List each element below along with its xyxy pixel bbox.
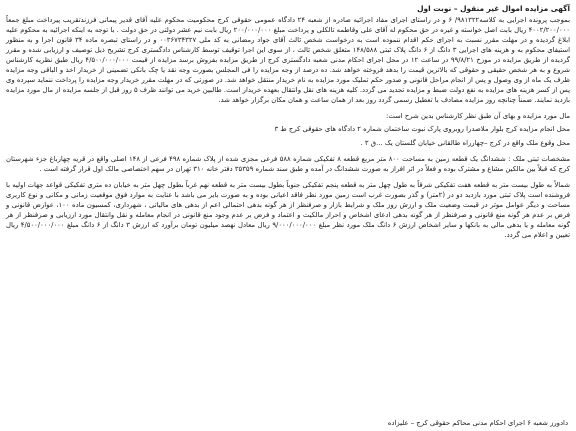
notice-title: آگهی مزایده اموال غیر منقول – نوبت اول bbox=[417, 4, 570, 13]
notice-intro-paragraph: بموجب پرونده اجرایی به کلاسه۹۸۱۳۲۲/ ۶ و در راستای اجرای مفاد اجرائیه صادره از شعبه ۲۴ دادگاه عمومی حقوقی کرج محکومیت محکوم علیه آقای قدیر پیمانی فرزندتقریب پیرداخت مبلغ جمعاً ۴۰۰۲/۲۰۰/۰۰۰ ریال بابت اصل خواسته و غیره در حق محکوم له آقای علی وقاطمه تالکلی و پرداخت مبلغ ۲۰۰/۰۰۰/۰۰۰ ریال بابت نیم عشر دولتی در حق دولت . با توجه به اینکه اجرائیه به محکوم علیه ابلاغ گردیده و در مهلت مقرر نسبت به اجرای حکم اقدام ننموده است به درخواست شخص ثالث آقای جواد رمضانی به کد ملی ۰۰۳۶۷۳۴۳۲۷ و در راستای تبصره ماده ۳۴ قانون اجرا و به منظور استیفای محکوم به و هزینه های اجرایی ۳ دانگ از ۶ دانگ پلاک ثبتی ۱۴۸/۵۸۸ متعلق شخص ثالث ، از سوی این اجرا توقیف توسط کارشناس دادگستری کرج تشریح ذیل توصیف و ارزیابی شده و مقرر گردیده از طریق مزایده در موزخ ۹۹/۸/۲۱ در ساعت ۱۲ در محل اجرای احکام مدنی شعبه دادگستری کرج از طریق مزایده بفروش برسد مزایده از قیمت ۴/۵۰۰/۰۰۰/۰۰۰ ریال طبق نظریه کارشناس شروع و به هر شخص حقیقی و حقوقی که بالاترین قیمت را بدهد فروخته خواهد شد. ده درصد از وجه مزایده را فی المجلس بصورت وجه نقد یا چک بانکی تضمینی از خریدار اخذ و الباقی وجه مزایده ظرف یک ماه از وی وصول و پس از انجام مراحل قانونی و صدور حکم تملیک مورد مزایده به نام خریدار منتقل خواهد شد. در صورتی که در مهلت مقرر خریدار وجه مزایده را پرداخت ننماید سپرده وی پس از کسر هزینه های مزایده به نفع دولت ضبط و مزایده تجدید می گردد. کلیه هزینه های نقل وانتقال بعهده خریدار است. طالبین خرید می توانند ظرف ۵ روز قبل از جلسه مزایده از مال مورد مزایده بازدید نمایند. ضمناً چنانچه روز مزایده مصادف با تعطیل رسمی گردد روز بعد از همان ساعت و همان مکان برگزار خواهد شد. bbox=[6, 16, 571, 105]
auction-location: محل انجام مزایده کرج بلوار ملاصدرا روبروی پارک نبوت ساختمان شماره ۲ دادگاه های حقوقی کرج ط ۳ bbox=[274, 125, 570, 134]
signature-footer: دادورز شعبه ۶ اجرای احکام مدنی محاکم حقوقی کرج – علیزاده bbox=[387, 419, 568, 427]
property-location: محل وقوع ملک واقع در کرج –چهارراه طالقانی خیابان گلستان یک ...ق ۳ . bbox=[360, 138, 570, 147]
property-section-heading: مال مورد مزایده و بهای آن طبق نظر کارشناس بدین شرح است: bbox=[386, 112, 570, 121]
property-description-paragraph: شمالاً به طول بیست متر به قطعه هفت تفکیکی شرقاً به طول چهل متر به قطعه پنجم تفکیکی جنوباً بطول بیست متر به قطعه نهم غرباً بطول چهل متر به خیابان ده متری تفکیکی قواعد جهات اولیه با فروشنده است پلاک ثبتی مورد بازدید دو در (۲متر) و گذر بصورت غرب است زمین مورد نظر فاقد اعیانی بوده و به صورت بایر می باشد با عنایت به موارد فوق موقعیت زمانی و مکانی و نوع کاربری مساحت و دیگر عوامل موثر در قیمت وضعیت ملک و ارزش روز ملک و شرایط بازار و صرفنظر از هر گونه بدهی احتمالی اعم از بدهی های مالیاتی ، شهرداری، کمسیون ماده ۱۰۰، عوارض قانونی و فرض بر عدم هر گونه منع قانونی و صرفنظر از هر گونه بدهی ادعای اشخاص و احراز مالکیت و اعتماد و فرض بر عدم وجود منع قانونی در انجام معامله و نقل وانتقال مورد ارزیابی و صرفنظر از هر گونه معامله و یا بدهی مالی به بانکها و سایر اشخاص ارزش ۶ دانگ ملک مورد نظر مبلغ ۹/۰۰۰/۰۰۰/۰۰۰ ریال معادل نهصد میلیون تومان برآورد که ارزش ۳ دانگ از ۶ دانگ مبلغ ۴/۵۰۰/۰۰۰/۰۰۰ ریال تعیین و اعلام می گردد. bbox=[6, 180, 571, 239]
registration-specs-paragraph: مشخصات ثبتی ملک : ششدانگ یک قطعه زمین به مساحت ۸۰۰ متر مربع قطعه ۸ تفکیکی شماره ۵۸۸ فرعی مجزی شده از پلاک شماره ۴۹۸ فرعی از ۱۴۸ اصلی واقع در قریه چهارباغ جزء شهرستان کرج که قبلاً بین مالکین مشاع و مشترک بوده و فعلاً در اثر افراز به صورت ششدانگ در آمده و طبق سند شماره ۳۵۳۵۹ دفتر خانه ۳۱۰ تهران در سهم اختصاصی مالک اول قرار گرفته است . bbox=[6, 154, 571, 173]
